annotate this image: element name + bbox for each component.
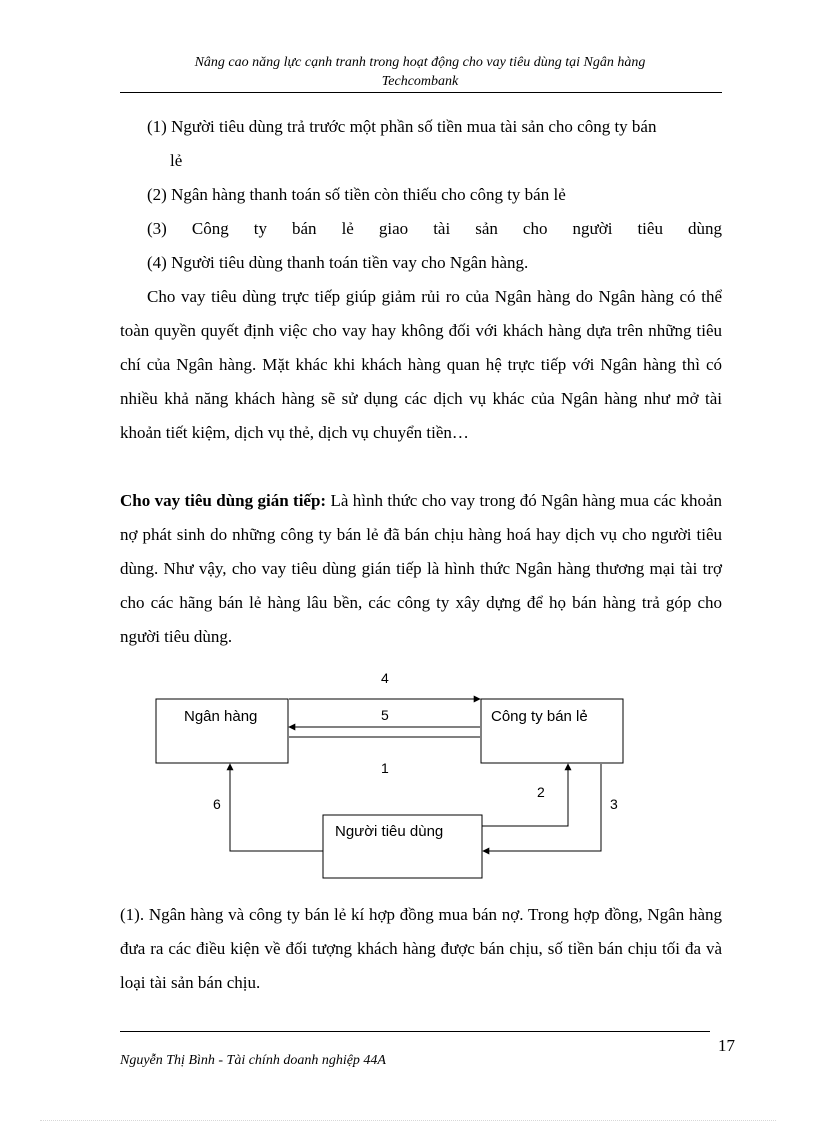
paragraph-direct-lending: Cho vay tiêu dùng trực tiếp giúp giảm rủi ro của Ngân hàng do Ngân hàng có thể toàn quyền quyết định việc cho vay hay không đối với khách hàng dựa trên những tiêu chí của Ngân hàng. Mặt khác khi khách hàng quan hệ trực tiếp với Ngân hàng thì có nhiều khả năng khách hàng sẽ sử dụng các dịch vụ khác của Ngân hàng như mở tài khoản tiết kiệm, dịch vụ thẻ, dịch vụ chuyển tiền… [120,287,722,442]
header-line-2: Techcombank [381,74,459,89]
page-number: 17 [718,1036,735,1055]
list-item-3: (3) Công ty bán lẻ giao tài sản cho người tiêu dùng [147,219,722,238]
flow-label-5: 5 [381,707,389,723]
consumer-label: Người tiêu dùng [335,823,444,840]
arrow-6 [230,764,323,851]
header-line-1: Nâng cao năng lực cạnh tranh trong hoạt động cho vay tiêu dùng tại Ngân hàng [194,55,646,70]
list-item-1-cont: lẻ [170,151,183,170]
paragraph-step-1: (1). Ngân hàng và công ty bán lẻ kí hợp đồng mua bán nợ. Trong hợp đồng, Ngân hàng đưa ra các điều kiện về đối tượng khách hàng được bán chịu, số tiền bán chịu tối đa và loại tài sản bán chịu. [120,905,722,992]
flow-label-3: 3 [610,796,618,812]
flow-label-2: 2 [537,784,545,800]
flow-label-6: 6 [213,796,221,812]
list-item-4: (4) Người tiêu dùng thanh toán tiền vay cho Ngân hàng. [147,253,529,272]
indirect-lending-definition: Là hình thức cho vay trong đó Ngân hàng mua các khoản nợ phát sinh do những công ty bán lẻ đã bán chịu hàng hoá hay dịch vụ cho người tiêu dùng. Như vậy, cho vay tiêu dùng gián tiếp là hình thức Ngân hàng thương mại tài trợ cho các hãng bán lẻ hàng lâu bền, các công ty xây dựng để họ bán hàng trả góp cho người tiêu dùng. [120,491,722,646]
retailer-label: Công ty bán lẻ [491,708,588,725]
footer-divider [120,1031,710,1032]
arrow-3 [483,764,601,851]
indirect-lending-term: Cho vay tiêu dùng gián tiếp: [120,491,327,510]
flow-label-4: 4 [381,670,389,686]
arrow-2 [482,764,568,826]
list-item-1: (1) Người tiêu dùng trả trước một phần số tiền mua tài sản cho công ty bán [147,117,657,136]
page-edge [40,1120,776,1121]
bank-label: Ngân hàng [184,708,258,725]
list-item-2: (2) Ngân hàng thanh toán số tiền còn thiếu cho công ty bán lẻ [147,185,566,204]
flow-label-1: 1 [381,760,389,776]
footer-author: Nguyễn Thị Bình - Tài chính doanh nghiệp 44A [120,1053,386,1068]
